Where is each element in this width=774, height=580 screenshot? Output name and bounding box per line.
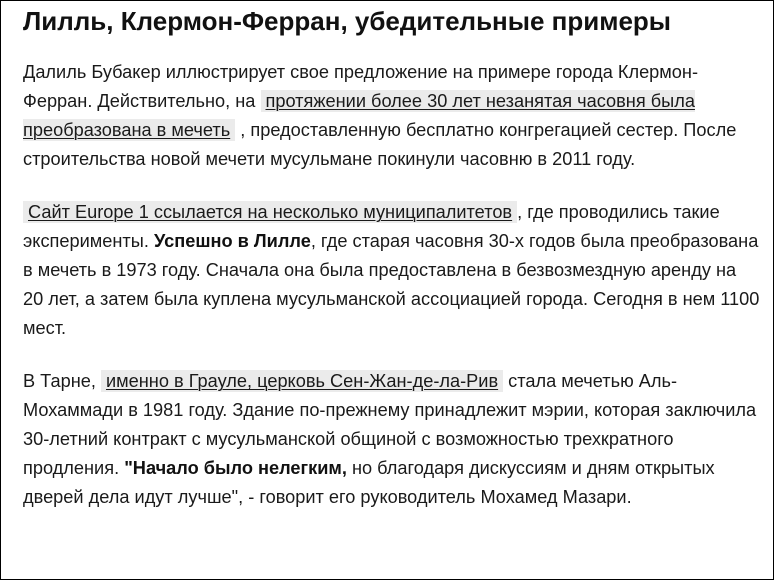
article-content: [23, 5, 761, 512]
paragraph-text: Далиль Бубакер иллюстрирует свое предложение на примере города Клермон-Ферран. Действительно, на: [23, 62, 699, 111]
link-graulhet-church[interactable]: именно в Грауле, церковь Сен-Жан-де-ла-Рив: [101, 370, 503, 392]
link-europe1-municipalities[interactable]: Сайт Europe 1 ссылается на несколько муниципалитетов: [23, 201, 517, 223]
paragraph-text: , где проводились такие эксперименты.: [23, 202, 720, 251]
paragraph-text: В Тарне,: [23, 371, 96, 391]
paragraph-text: , где старая часовня 30-х годов была преобразована в мечеть в 1973 году. Сначала она была предоставлена в безвозмездную аренду на 20 лет, а затем была куплена мусульманской ассоциацией города. Сегодня в нем 1100 мест.: [23, 231, 760, 338]
paragraph-lille: [23, 198, 761, 343]
bold-text: Успешно в Лилле: [153, 231, 311, 251]
paragraph-clermont: [23, 58, 761, 174]
paragraph-text: , предоставленную бесплатно конгрегацией сестер. После строительства новой мечети мусульмане покинули часовню в 2011 году.: [23, 120, 737, 169]
link-chapel-mosque[interactable]: протяжении более 30 лет незанятая часовня была преобразована в мечеть: [23, 91, 695, 140]
paragraph-text: стала мечетью Аль-Мохаммади в 1981 году. Здание по-прежнему принадлежит мэрии, которая заключила 30-летний контракт с мусульманской общиной с возможностью трехкратного продления.: [23, 371, 757, 478]
bold-quote: "Начало было нелегким,: [124, 458, 347, 478]
article-title: Лилль, Клермон-Ферран, убедительные примеры: [23, 6, 671, 36]
paragraph-tarn: [23, 367, 761, 512]
paragraph-text: но благодаря дискуссиям и дням открытых дверей дела идут лучше", - говорит его руководитель Мохамед Мазари.: [23, 458, 715, 507]
